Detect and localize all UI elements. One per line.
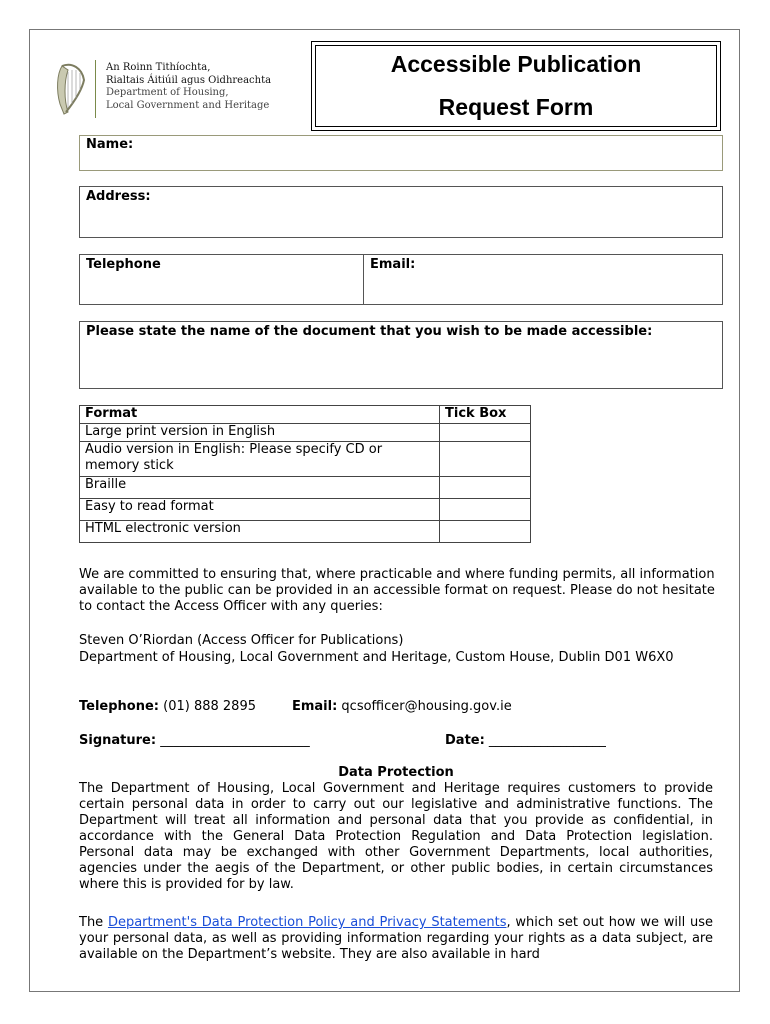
contact-name: Steven O’Riordan (Access Officer for Publications): [79, 633, 404, 648]
format-audio: Audio version in English: Please specify CD or memory stick: [80, 442, 440, 477]
name-label: Name:: [86, 137, 134, 152]
tick-box-html[interactable]: [440, 521, 531, 543]
format-table: [79, 405, 531, 543]
table-row: [80, 499, 531, 521]
tickbox-column-header: Tick Box: [440, 406, 531, 424]
email-field[interactable]: [363, 254, 723, 305]
signature-line[interactable]: _______________________: [156, 733, 310, 748]
data-protection-heading: Data Protection: [338, 765, 454, 780]
document-name-field[interactable]: [79, 321, 723, 389]
format-braille: Braille: [80, 477, 440, 499]
format-easy-read: Easy to read format: [80, 499, 440, 521]
department-logo: [54, 58, 304, 122]
address-field[interactable]: [79, 186, 723, 238]
tick-box-large-print[interactable]: [440, 424, 531, 442]
commitment-text: We are committed to ensuring that, where practicable and where funding permits, all information available to the public can be provided in an accessible format on request. Please do not hesitate to contact the Access Officer with any queries:: [79, 567, 715, 614]
name-field[interactable]: [79, 135, 723, 171]
contact-details: [79, 699, 719, 715]
table-row: [80, 521, 531, 543]
email-contact-label: Email:: [291, 699, 338, 714]
table-row: [80, 442, 531, 477]
telephone-contact-value: (01) 888 2895: [159, 699, 256, 714]
table-row: [80, 477, 531, 499]
signature-label: Signature:: [79, 733, 157, 748]
tick-box-braille[interactable]: [440, 477, 531, 499]
form-title-line-1: Accessible Publication: [390, 51, 642, 77]
document-name-label: Please state the name of the document that you wish to be made accessible:: [86, 324, 653, 339]
address-label: Address:: [86, 189, 151, 204]
format-html: HTML electronic version: [80, 521, 440, 543]
dept-english-line-1: Department of Housing,: [106, 87, 229, 98]
format-column-header: Format: [80, 406, 440, 424]
telephone-label: Telephone: [86, 257, 161, 272]
date-row: [445, 733, 715, 749]
tick-box-easy-read[interactable]: [440, 499, 531, 521]
privacy-policy-link[interactable]: Department's Data Protection Policy and Privacy Statements: [107, 915, 507, 930]
form-title-line-2: Request Form: [438, 94, 594, 120]
format-large-print: Large print version in English: [80, 424, 440, 442]
department-name: [106, 62, 271, 112]
format-table-header: [80, 406, 531, 424]
tick-box-audio[interactable]: [440, 442, 531, 477]
email-contact-value[interactable]: qcsofficer@housing.gov.ie: [337, 699, 512, 714]
data-protection-policy-paragraph: The Department's Data Protection Policy and Privacy Statements, which set out how we will use your personal data, as well as providing information regarding your rights as a data subject, are available on the Department’s website. They are also available in hard: [79, 915, 713, 962]
logo-divider: [95, 60, 96, 118]
dept-english-line-2: Local Government and Heritage: [106, 99, 270, 111]
dept-irish-line-2: Rialtais Áitiúil agus Oidhreachta: [106, 74, 272, 86]
contact-address: Department of Housing, Local Government and Heritage, Custom House, Dublin D01 W6X0: [79, 650, 674, 665]
harp-icon: [54, 60, 88, 118]
telephone-contact-label: Telephone:: [79, 699, 159, 714]
date-label: Date:: [445, 733, 485, 748]
date-line[interactable]: __________________: [484, 733, 606, 748]
table-row: [80, 424, 531, 442]
email-label: Email:: [370, 257, 416, 272]
form-title-box: [311, 41, 721, 131]
dept-irish-line-1: An Roinn Tithíochta,: [106, 62, 211, 73]
telephone-field[interactable]: [79, 254, 364, 305]
data-protection-paragraph: The Department of Housing, Local Government and Heritage requires customers to provide certain personal data in order to carry out our legislative and administrative functions. The Department will treat all information and personal data that you provide as confidential, in accordance with the General Data Protection Regulation and Data Protection legislation. Personal data may be exchanged with other Government Departments, local authorities, agencies under the aegis of the Department, or other public bodies, in certain circumstances where this is provided for by law.: [79, 781, 713, 892]
